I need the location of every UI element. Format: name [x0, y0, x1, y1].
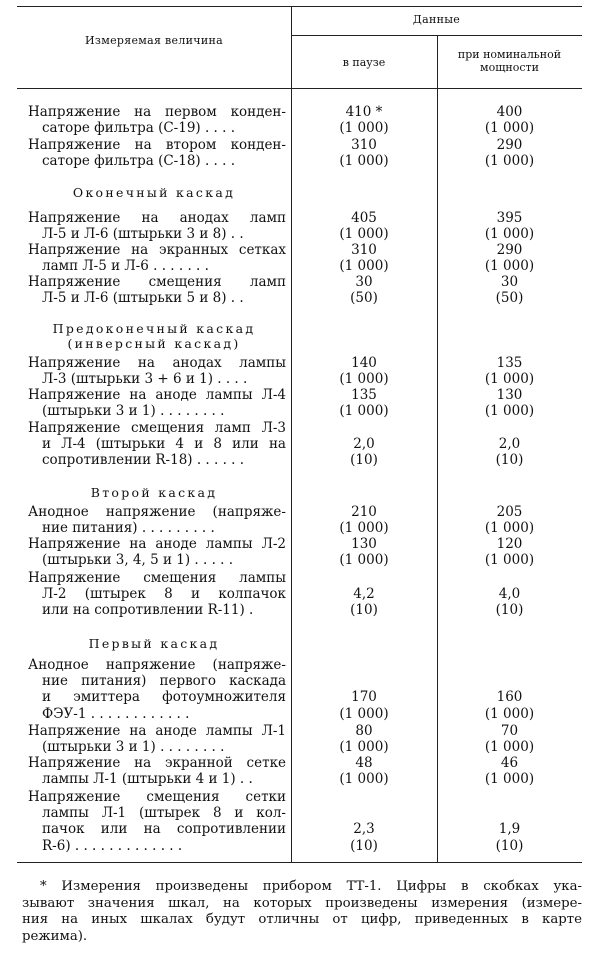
value-in-pause-line: 170: [351, 689, 377, 706]
value-in-pause-line: (1 000): [339, 226, 389, 243]
row-label: [28, 137, 286, 169]
footnote: [22, 879, 582, 945]
row-label: [28, 210, 286, 242]
row-label-line: R-6) . . . . . . . . . . . . .: [42, 837, 183, 854]
value-in-pause-line: (1 000): [339, 739, 389, 756]
value-in-pause-line: (1 000): [339, 705, 389, 722]
value-nominal-line: 395: [496, 210, 523, 226]
header-in-pause: в паузе: [342, 56, 386, 69]
value-nominal-line: 130: [496, 387, 523, 403]
value-nominal: [437, 586, 582, 618]
value-in-pause: [291, 387, 437, 419]
value-in-pause: [291, 274, 437, 306]
value-nominal-line: 290: [496, 242, 523, 258]
value-nominal: [437, 355, 582, 387]
row-label-line: или на сопротивлении R-11) .: [42, 602, 254, 619]
value-nominal: [437, 689, 582, 721]
value-nominal-line: (50): [495, 290, 524, 307]
value-in-pause-line: (1 000): [339, 153, 389, 170]
value-nominal-line: 30: [500, 274, 519, 290]
header-data: Данные: [412, 13, 461, 26]
value-in-pause-line: (1 000): [339, 120, 389, 137]
row-label-line: Анодное напряжение (напряже-: [28, 657, 286, 673]
value-nominal-line: (1 000): [484, 371, 535, 388]
value-nominal: [437, 137, 582, 169]
row-label-line: лампы Л-1 (штырек 8 и кол-: [42, 805, 286, 822]
value-nominal-line: 120: [496, 536, 523, 552]
value-nominal-line: 205: [496, 504, 523, 520]
value-in-pause-line: (1 000): [339, 552, 389, 569]
value-nominal-line: (1 000): [484, 520, 535, 537]
value-in-pause-line: 140: [351, 355, 377, 371]
row-label-line: сопротивлении R-18) . . . . . .: [42, 452, 245, 469]
row-label-line: пачок или на сопротивлении: [42, 821, 286, 838]
value-in-pause-line: (10): [350, 452, 378, 469]
row-label: [28, 789, 286, 854]
value-nominal-line: (1 000): [484, 226, 535, 243]
row-label-line: Напряжение на первом конден-: [28, 104, 286, 120]
value-nominal: [437, 504, 582, 536]
value-nominal: [437, 104, 582, 136]
value-nominal-line: (1 000): [484, 403, 535, 420]
value-in-pause-line: 135: [351, 387, 377, 403]
value-in-pause: [291, 586, 437, 618]
value-nominal: [437, 755, 582, 787]
row-label-line: Напряжение на экранных сетках: [28, 242, 286, 258]
row-label-line: саторе фильтра (С-18) . . . .: [42, 153, 236, 170]
row-label-line: Л-5 и Л-6 (штырьки 5 и 8) . .: [42, 290, 244, 307]
value-nominal-line: 290: [496, 137, 523, 153]
section-title-first: Первый каскад: [88, 636, 220, 651]
header-nominal-line: мощности: [480, 61, 539, 74]
value-in-pause: [291, 436, 437, 468]
header-nominal-power: [437, 48, 582, 74]
value-in-pause-line: (1 000): [339, 520, 389, 537]
row-label-line: ФЭУ-1 . . . . . . . . . . . .: [42, 705, 190, 722]
footnote-line: режима).: [22, 928, 88, 944]
value-nominal: [437, 821, 582, 853]
value-nominal: [437, 536, 582, 568]
footnote-line: * Измерения произведены прибором ТТ-1. Цифры в скобках ука-: [40, 879, 582, 894]
row-label-line: (штырьки 3, 4, 5 и 1) . . . . .: [42, 552, 234, 569]
value-in-pause-line: 30: [355, 274, 373, 290]
value-in-pause-line: (1 000): [339, 258, 389, 275]
value-in-pause-line: 2,3: [353, 821, 375, 838]
value-in-pause-line: 310: [351, 137, 377, 153]
row-label-line: Напряжение на аноде лампы Л-2: [28, 536, 286, 552]
row-label-line: Л-2 (штырек 8 и колпачок: [42, 586, 286, 603]
row-label: [28, 536, 286, 568]
value-nominal-line: (10): [495, 837, 524, 854]
value-in-pause: [291, 723, 437, 755]
value-in-pause: [291, 821, 437, 853]
row-label-line: Напряжение на втором конден-: [28, 137, 286, 153]
value-in-pause-line: 210: [351, 504, 377, 520]
value-in-pause: [291, 504, 437, 536]
value-nominal-line: (1 000): [484, 771, 535, 788]
row-label: [28, 387, 286, 419]
row-label-line: Анодное напряжение (напряже-: [28, 504, 286, 520]
value-nominal-line: (1 000): [484, 258, 535, 275]
value-nominal: [437, 436, 582, 468]
row-label: [28, 570, 286, 619]
header-divider: [17, 88, 582, 89]
value-in-pause: [291, 689, 437, 721]
value-nominal: [437, 242, 582, 274]
value-in-pause-line: 405: [351, 210, 377, 226]
row-label: [28, 657, 286, 722]
value-in-pause-line: (10): [350, 602, 378, 619]
header-nominal-line: при номинальной: [457, 48, 562, 61]
value-nominal: [437, 723, 582, 755]
row-label-line: ние питания) . . . . . . . . .: [42, 520, 215, 537]
value-nominal-line: 400: [496, 104, 523, 120]
value-nominal-line: 70: [500, 723, 519, 739]
value-in-pause: [291, 242, 437, 274]
value-in-pause-line: 130: [351, 536, 377, 552]
value-nominal-line: (1 000): [484, 705, 535, 722]
row-label: [28, 420, 286, 469]
section-title-second: Второй каскад: [90, 485, 218, 500]
row-label-line: (штырьки 3 и 1) . . . . . . . .: [42, 403, 225, 420]
value-nominal-line: 2,0: [498, 436, 521, 453]
value-nominal: [437, 210, 582, 242]
value-nominal-line: 46: [500, 755, 519, 771]
value-in-pause-line: 80: [355, 723, 373, 739]
value-in-pause-line: (1 000): [339, 371, 389, 388]
row-label-line: Л-3 (штырьки 3 + 6 и 1) . . . .: [42, 371, 248, 388]
value-in-pause-line: (10): [350, 837, 378, 854]
section-title-pre-output: Предоконечный каскад: [52, 321, 256, 336]
value-nominal: [437, 387, 582, 419]
value-nominal-line: 4,0: [498, 586, 521, 603]
header-divider: [291, 35, 582, 36]
row-label-line: и Л-4 (штырьки 4 и 8 или на: [42, 436, 286, 453]
row-label: [28, 242, 286, 274]
value-in-pause-line: 4,2: [353, 586, 375, 603]
value-nominal: [437, 274, 582, 306]
value-in-pause-line: 48: [355, 755, 373, 771]
value-in-pause-line: (50): [350, 290, 378, 307]
value-nominal-line: 1,9: [498, 821, 521, 838]
section-subtitle-inverse: (инверсный каскад): [67, 336, 241, 351]
section-title-output: Оконечный каскад: [72, 185, 236, 200]
footnote-line: зывают значения шкал, на которых произведены измерения (измере-: [22, 895, 582, 911]
value-in-pause-line: 410 *: [345, 104, 383, 120]
row-label-line: Напряжение на анодах лампы: [28, 355, 286, 371]
value-in-pause: [291, 536, 437, 568]
header-measured-quantity: Измеряемая величина: [85, 34, 223, 47]
row-label-line: Напряжение смещения лампы: [28, 570, 286, 586]
row-label-line: саторе фильтра (С-19) . . . .: [42, 120, 236, 137]
value-nominal-line: (10): [495, 452, 524, 469]
value-in-pause-line: 310: [351, 242, 377, 258]
row-label-line: ние питания) первого каскада: [42, 673, 286, 690]
value-nominal-line: 135: [496, 355, 523, 371]
row-label-line: ламп Л-5 и Л-6 . . . . . . .: [42, 258, 209, 275]
row-label-line: (штырьки 3 и 1) . . . . . . . .: [42, 739, 225, 756]
value-in-pause-line: (1 000): [339, 771, 389, 788]
footnote-line: ния на иных шкалах будут отличны от цифр, приведенных в карте: [22, 912, 582, 927]
row-label: [28, 504, 286, 536]
row-label-line: Напряжение на аноде лампы Л-4: [28, 387, 286, 403]
value-nominal-line: (1 000): [484, 739, 535, 756]
row-label-line: Напряжение смещения сетки: [28, 789, 286, 805]
value-nominal-line: (1 000): [484, 153, 535, 170]
row-label-line: Л-5 и Л-6 (штырьки 3 и 8) . .: [42, 226, 244, 243]
value-in-pause: [291, 755, 437, 787]
row-label-line: Напряжение на анодах ламп: [28, 210, 286, 226]
value-nominal-line: (1 000): [484, 120, 535, 137]
value-in-pause-line: 2,0: [353, 436, 375, 453]
row-label: [28, 755, 286, 787]
value-nominal-line: (1 000): [484, 552, 535, 569]
value-in-pause: [291, 355, 437, 387]
row-label-line: Напряжение на аноде лампы Л-1: [28, 723, 286, 739]
value-nominal-line: (10): [495, 602, 524, 619]
value-in-pause: [291, 137, 437, 169]
row-label: [28, 274, 286, 306]
row-label-line: Напряжение смещения ламп Л-3: [28, 420, 286, 436]
value-in-pause: [291, 210, 437, 242]
row-label-line: Напряжение смещения ламп: [28, 274, 286, 290]
value-in-pause: [291, 104, 437, 136]
row-label-line: и эмиттера фотоумножителя: [42, 689, 286, 706]
row-label-line: лампы Л-1 (штырьки 4 и 1) . .: [42, 771, 253, 788]
row-label: [28, 355, 286, 387]
value-nominal-line: 160: [496, 689, 523, 706]
row-label: [28, 104, 286, 136]
row-label: [28, 723, 286, 755]
value-in-pause-line: (1 000): [339, 403, 389, 420]
row-label-line: Напряжение на экранной сетке: [28, 755, 286, 771]
